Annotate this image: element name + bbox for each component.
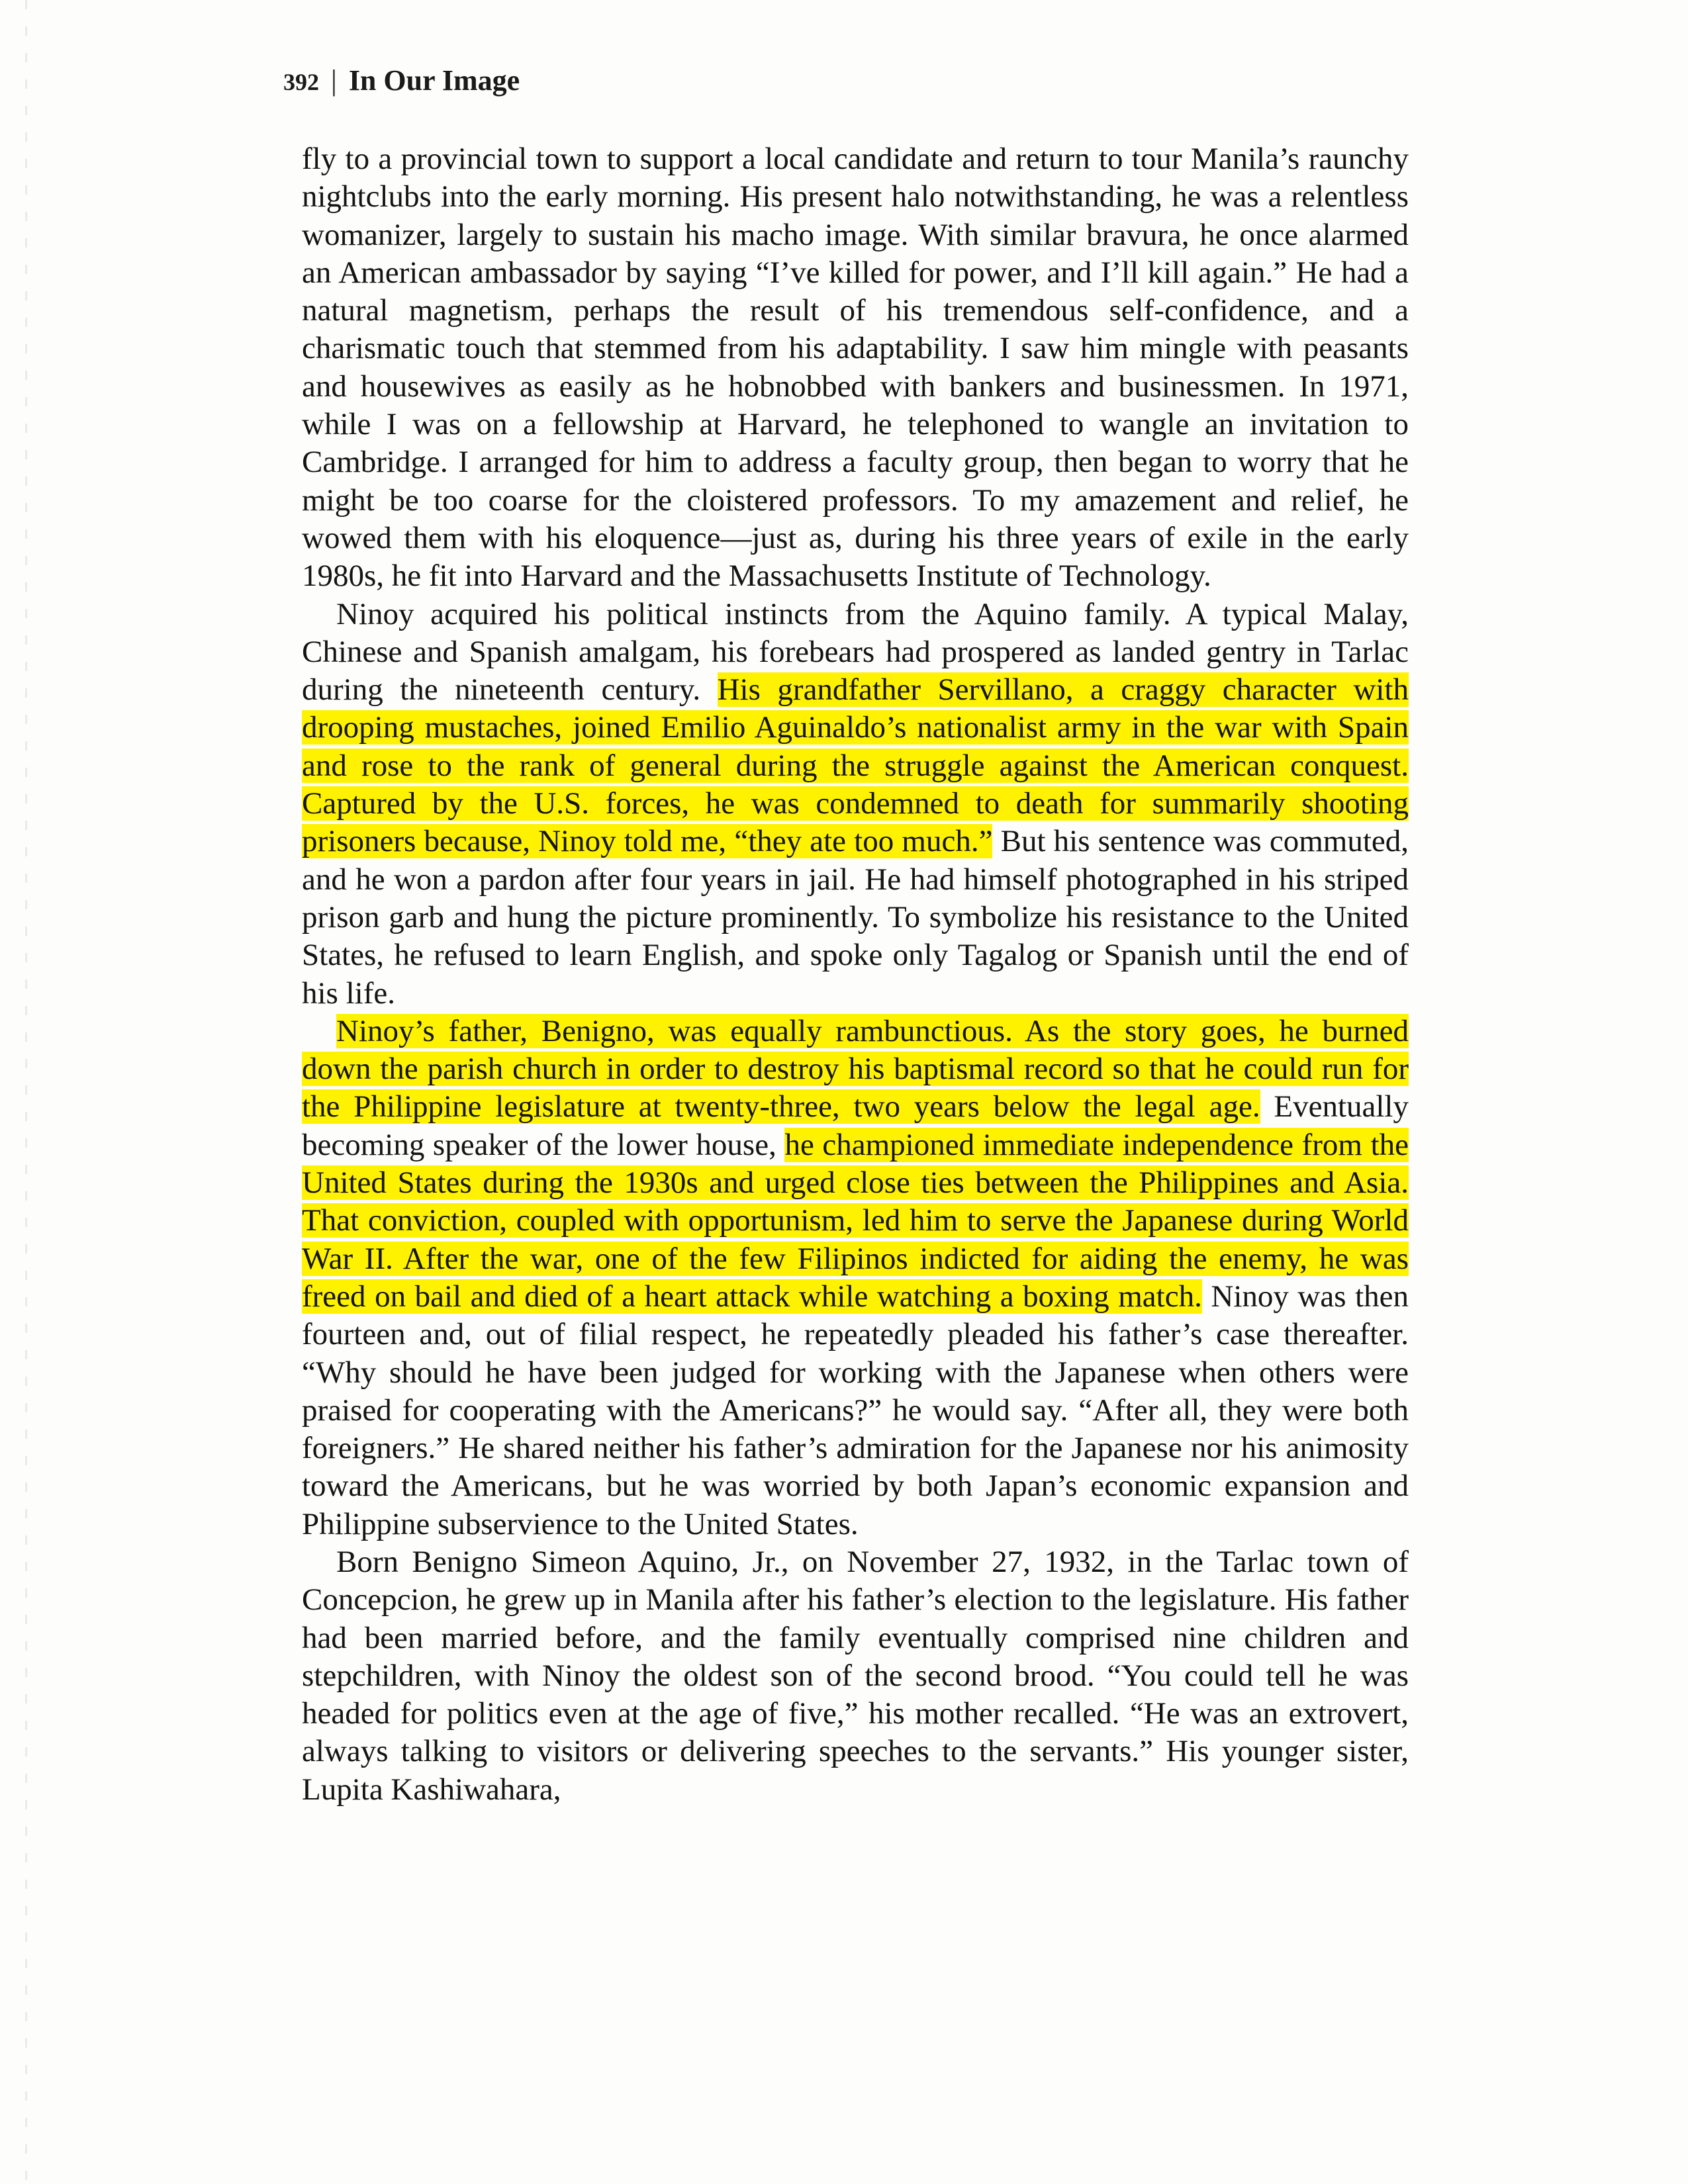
- header-separator: |: [331, 64, 337, 97]
- text-run: Ninoy acquired his political instincts from the Aquino family. A typical Malay, Chinese and Spanish amalgam, his forebears had prospered as landed gentry in Tarlac during the nineteenth century.: [302, 596, 1409, 707]
- running-head: [283, 64, 520, 97]
- paragraph: [302, 1543, 1409, 1809]
- body-text: [302, 140, 1409, 1809]
- text-run: But his sentence was commuted, and he won a pardon after four years in jail. He had himself photographed in his striped prison garb and hung the picture prominently. To symbolize his resistance to the United States, he refused to learn English, and spoke only Tagalog or Spanish until the end of his life.: [302, 824, 1409, 1011]
- page-number: 392: [283, 69, 319, 95]
- text-run: Ninoy was then fourteen and, out of filial respect, he repeatedly pleaded his father’s case thereafter. “Why should he have been judged for working with the Japanese when others were praised for cooperating with the Americans?” he would say. “After all, they were both foreigners.” He shared neither his father’s admiration for the Japanese nor his animosity toward the Americans, but he was worried by both Japan’s economic expansion and Philippine subservience to the United States.: [302, 1279, 1409, 1541]
- text-run: Eventually becoming speaker of the lower house,: [302, 1089, 1409, 1162]
- text-run: Born Benigno Simeon Aquino, Jr., on November 27, 1932, in the Tarlac town of Concepcion, he grew up in Manila after his father’s election to the legislature. His father had been married before, and the family eventually comprised nine children and stepchildren, with Ninoy the oldest son of the second brood. “You could tell he was headed for politics even at the age of five,” his mother recalled. “He was an extrovert, always talking to visitors or delivering speeches to the servants.” His younger sister, Lupita Kashiwahara,: [302, 1544, 1409, 1807]
- paragraph: [302, 1013, 1409, 1543]
- text-run: fly to a provincial town to support a local candidate and return to tour Manila’s raunchy nightclubs into the early morning. His present halo notwithstanding, he was a relentless womanizer, largely to sustain his macho image. With similar bravura, he once alarmed an American ambassador by saying “I’ve killed for power, and I’ll kill again.” He had a natural magnetism, perhaps the result of his tremendous self-confidence, and a charismatic touch that stemmed from his adaptability. I saw him mingle with peasants and housewives as easily as he hobnobbed with bankers and businessmen. In 1971, while I was on a fellowship at Harvard, he telephoned to wangle an invitation to Cambridge. I arranged for him to address a faculty group, then began to worry that he might be too coarse for the cloistered professors. To my amazement and relief, he wowed them with his eloquence—just as, during his three years of exile in the early 1980s, he fit into Harvard and the Massachusetts Institute of Technology.: [302, 142, 1409, 594]
- highlighted-passage: he championed immediate independence from the United States during the 1930s and urged close ties between the Philippines and Asia. That conviction, coupled with opportunism, led him to serve the Japanese during World War II. After the war, one of the few Filipinos indicted for aiding the enemy, he was freed on bail and died of a heart attack while watching a boxing match.: [302, 1127, 1409, 1314]
- paragraph: [302, 596, 1409, 1013]
- highlighted-passage: Ninoy’s father, Benigno, was equally rambunctious. As the story goes, he burned down the parish church in order to destroy his baptismal record so that he could run for the Philippine legislature at twenty-three, two years below the legal age.: [302, 1013, 1409, 1124]
- scan-edge-artifact: [25, 0, 27, 2184]
- book-title: In Our Image: [348, 64, 520, 97]
- paragraph: [302, 140, 1409, 596]
- highlighted-passage: His grandfather Servillano, a craggy character with drooping mustaches, joined Emilio Aguinaldo’s nationalist army in the war with Spain and rose to the rank of general during the struggle against the American conquest. Captured by the U.S. forces, he was condemned to death for summarily shooting prisoners because, Ninoy told me, “they ate too much.”: [302, 672, 1409, 859]
